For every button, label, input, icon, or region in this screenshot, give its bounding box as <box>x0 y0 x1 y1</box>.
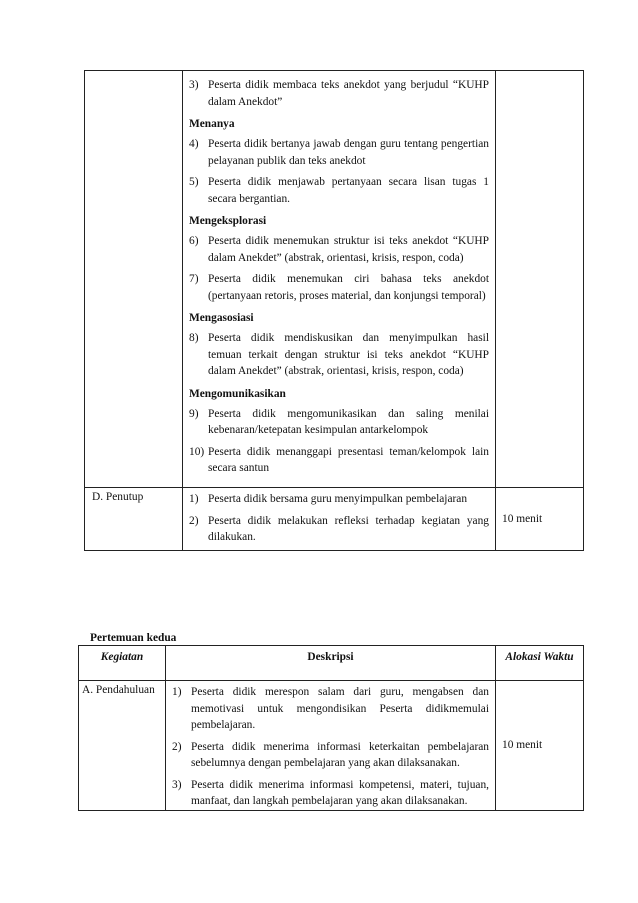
list-item: 8) Peserta didik mendiskusikan dan menyimpulkan hasil temuan terkait dengan struktur isi teks anekdot “KUHP dalam Anekdet” (abstrak, orientasi, krisis, respon, coda) <box>189 332 489 377</box>
header-deskripsi: Deskripsi <box>166 646 496 681</box>
deskripsi-pendahuluan <box>166 681 496 811</box>
deskripsi-cell <box>183 71 496 488</box>
mengeksplorasi-item-list <box>183 233 495 304</box>
section-title-pertemuan-kedua: Pertemuan kedua <box>90 632 177 644</box>
list-item: 9) Peserta didik mengomunikasikan dan saling menilai kebenaran/ketepatan kesimpulan antarkelompok <box>189 407 489 436</box>
list-item: 7) Peserta didik menemukan ciri bahasa teks anekdot (pertanyaan retoris, proses material, dan konjungsi temporal) <box>189 273 489 302</box>
table-row <box>85 488 584 551</box>
list-item: 3) Peserta didik membaca teks anekdot yang berjudul “KUHP dalam Anekdot” <box>189 79 489 108</box>
alokasi-pendahuluan: 10 menit <box>496 681 584 811</box>
activity-table-continued <box>84 70 584 551</box>
mengasosiasi-item-list <box>183 330 495 380</box>
alokasi-penutup: 10 menit <box>496 488 584 551</box>
list-item: 3) Peserta didik menerima informasi kompetensi, materi, tujuan, manfaat, dan langkah pembelajaran yang akan dilaksanakan. <box>172 778 489 807</box>
table-row <box>79 681 584 811</box>
penutup-item-list <box>183 491 495 546</box>
activity-table-pertemuan-kedua <box>78 645 584 811</box>
menanya-item-list <box>183 136 495 207</box>
mengomunikasikan-item-list <box>183 406 495 477</box>
deskripsi-penutup <box>183 488 496 551</box>
table-header-row <box>79 646 584 681</box>
list-item: 5) Peserta didik menjawab pertanyaan secara lisan tugas 1 secara bergantian. <box>189 176 489 205</box>
kegiatan-cell <box>85 71 183 488</box>
section-heading-mengeksplorasi: Mengeksplorasi <box>189 215 267 227</box>
continued-item-list <box>183 77 495 110</box>
list-item: 6) Peserta didik menemukan struktur isi teks anekdot “KUHP dalam Anekdet” (abstrak, orientasi, krisis, respon, coda) <box>189 235 489 264</box>
list-item: 4) Peserta didik bertanya jawab dengan guru tentang pengertian pelayanan publik dan teks anekdot <box>189 138 489 167</box>
section-heading-menanya: Menanya <box>189 118 235 130</box>
kegiatan-label-penutup: D. Penutup <box>85 488 183 551</box>
list-item: 1) Peserta didik bersama guru menyimpulkan pembelajaran <box>189 493 468 505</box>
list-item: 2) Peserta didik menerima informasi keterkaitan pembelajaran sebelumnya dengan pembelajaran yang akan dilaksanakan. <box>172 740 489 769</box>
pendahuluan-item-list <box>166 684 495 810</box>
header-kegiatan: Kegiatan <box>79 646 166 681</box>
list-item: 1) Peserta didik merespon salam dari guru, mengabsen dan memotivasi untuk mengondisikan Peserta didikmemulai pembelajaran. <box>172 686 489 731</box>
section-heading-mengasosiasi: Mengasosiasi <box>189 312 254 324</box>
list-item: 10) Peserta didik menanggapi presentasi teman/kelompok lain secara santun <box>189 445 489 474</box>
list-item: 2) Peserta didik melakukan refleksi terhadap kegiatan yang dilakukan. <box>189 514 489 543</box>
header-alokasi-waktu: Alokasi Waktu <box>496 646 584 681</box>
section-heading-mengomunikasikan: Mengomunikasikan <box>189 387 286 400</box>
kegiatan-label-pendahuluan: A. Pendahuluan <box>79 681 166 811</box>
table-row <box>85 71 584 488</box>
alokasi-cell <box>496 71 584 488</box>
